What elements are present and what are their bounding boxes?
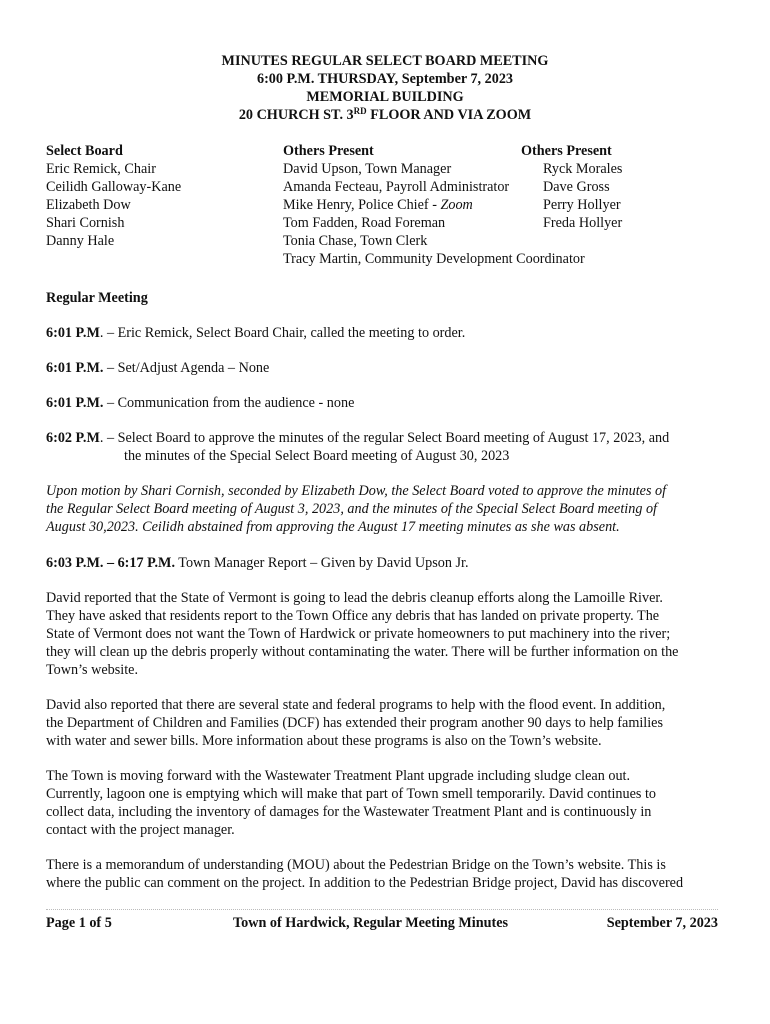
agenda-item: 6:02 P.M. – Select Board to approve the minutes of the regular Select Board meeting of August 17, 2023, and: [46, 430, 670, 446]
report-paragraph-4: [46, 856, 726, 892]
attendee: Amanda Fecteau, Payroll Administrator: [283, 179, 510, 195]
footer-title: Town of Hardwick, Regular Meeting Minutes: [233, 915, 509, 931]
paragraph-line: they will clean up the debris properly without contaminating the water. There will be further information on the: [46, 644, 679, 660]
section-title: Regular Meeting: [46, 290, 148, 306]
attendee: Tracy Martin, Community Development Coordinator: [283, 251, 585, 267]
paragraph-line: State of Vermont does not want the Town of Hardwick or private homeowners to put machinery into the river;: [46, 626, 671, 642]
others-present-heading-2: Others Present: [521, 143, 612, 159]
attendee: Perry Hollyer: [543, 197, 621, 213]
minutes-body: [46, 289, 726, 892]
motion-text-line: August 30,2023. Ceilidh abstained from approving the August 17 meeting minutes as she was absent.: [46, 519, 620, 535]
paragraph-line: Currently, lagoon one is emptying which will make that part of Town smell temporarily. David continues to: [46, 786, 656, 802]
paragraph-line: David reported that the State of Vermont is going to lead the debris cleanup efforts along the Lamoille River.: [46, 590, 663, 606]
board-member: Elizabeth Dow: [46, 197, 131, 213]
attendee: Ryck Morales: [543, 161, 623, 177]
others-present-list-2: [521, 142, 622, 232]
paragraph-line: with water and sewer bills. More information about these programs is also on the Town’s website.: [46, 733, 602, 749]
board-member: Eric Remick, Chair: [46, 161, 156, 177]
paragraph-line: collect data, including the inventory of damages for the Wastewater Treatment Plant and is continuously in: [46, 804, 652, 820]
paragraph-line: There is a memorandum of understanding (MOU) about the Pedestrian Bridge on the Town’s website. This is: [46, 857, 666, 873]
page-number: Page 1 of 5: [46, 915, 112, 931]
others-present-heading: Others Present: [283, 143, 374, 159]
paragraph-line: contact with the project manager.: [46, 822, 235, 838]
attendee: Tom Fadden, Road Foreman: [283, 215, 446, 231]
board-member: Ceilidh Galloway-Kane: [46, 179, 182, 195]
select-board-heading: Select Board: [46, 143, 123, 159]
attendee: Freda Hollyer: [543, 215, 623, 231]
motion-text-line: Upon motion by Shari Cornish, seconded by Elizabeth Dow, the Select Board voted to approve the minutes of: [46, 483, 667, 499]
header-location: MEMORIAL BUILDING: [306, 89, 464, 105]
footer-divider: [46, 909, 718, 910]
report-heading: 6:03 P.M. – 6:17 P.M. Town Manager Report – Given by David Upson Jr.: [46, 555, 469, 571]
agenda-item-continuation: the minutes of the Special Select Board meeting of August 30, 2023: [124, 448, 510, 464]
header-address: 20 CHURCH ST. 3RD FLOOR AND VIA ZOOM: [238, 106, 532, 123]
paragraph-line: David also reported that there are several state and federal programs to help with the flood event. In addition,: [46, 697, 666, 713]
report-paragraph-1: [46, 589, 726, 679]
paragraph-line: Town’s website.: [46, 662, 139, 678]
paragraph-line: The Town is moving forward with the Wastewater Treatment Plant upgrade including sludge clean out.: [46, 768, 631, 784]
header-datetime: 6:00 P.M. THURSDAY, September 7, 2023: [256, 71, 514, 87]
motion-text-line: the Regular Select Board meeting of August 3, 2023, and the minutes of the Special Select Board meeting of: [46, 501, 657, 517]
agenda-item: 6:01 P.M. – Communication from the audience - none: [46, 395, 355, 411]
report-paragraph-2: [46, 696, 726, 750]
report-paragraph-3: [46, 767, 726, 839]
document-header: [0, 52, 770, 124]
agenda-item: 6:01 P.M. – Eric Remick, Select Board Chair, called the meeting to order.: [46, 325, 466, 341]
paragraph-line: where the public can comment on the project. In addition to the Pedestrian Bridge project, David has discovered: [46, 875, 684, 891]
attendee: Tonia Chase, Town Clerk: [283, 233, 428, 249]
header-title: MINUTES REGULAR SELECT BOARD MEETING: [221, 53, 549, 69]
paragraph-line: the Department of Children and Families (DCF) has extended their program another 90 days to help families: [46, 715, 663, 731]
attendee: Dave Gross: [543, 179, 610, 195]
paragraph-line: They have asked that residents report to the Town Office any debris that has landed on private property. The: [46, 608, 660, 624]
footer-date: September 7, 2023: [606, 915, 718, 931]
attendee: Mike Henry, Police Chief - Zoom: [283, 197, 473, 213]
attendee: David Upson, Town Manager: [283, 161, 452, 177]
agenda-item: 6:01 P.M. – Set/Adjust Agenda – None: [46, 360, 270, 376]
board-member: Shari Cornish: [46, 215, 125, 231]
select-board-list: [46, 142, 181, 250]
board-member: Danny Hale: [46, 233, 115, 249]
